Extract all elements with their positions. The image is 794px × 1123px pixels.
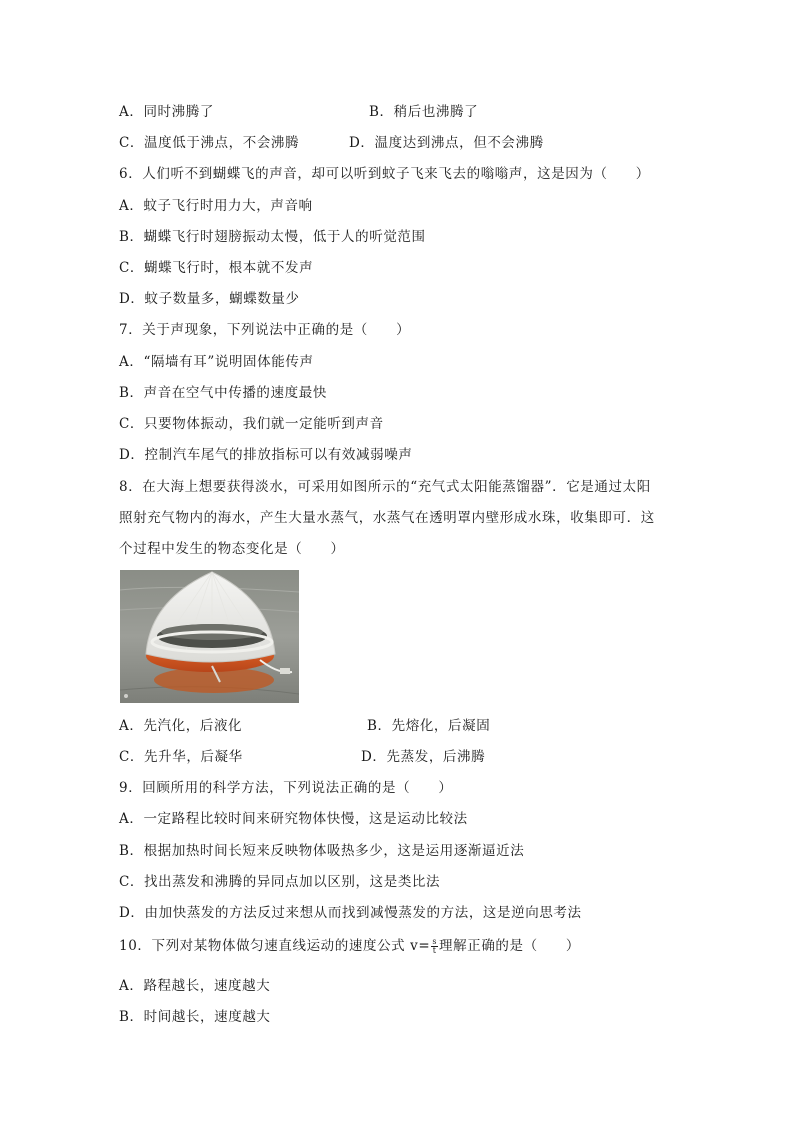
q8-stem-line3: 个过程中发生的物态变化是（ ） bbox=[119, 541, 345, 557]
q8-option-b: B．先熔化，后凝固 bbox=[367, 718, 491, 734]
fraction-denominator: t bbox=[432, 946, 437, 955]
velocity-fraction bbox=[431, 938, 438, 955]
q10-stem-after: 理解正确的是（ ） bbox=[439, 938, 581, 954]
q5-option-d: D．温度达到沸点，但不会沸腾 bbox=[349, 135, 544, 151]
q10-option-b: B．时间越长，速度越大 bbox=[119, 1009, 271, 1025]
q9-stem: 9．回顾所用的科学方法，下列说法正确的是（ ） bbox=[119, 780, 453, 796]
q9-option-c: C．找出蒸发和沸腾的异同点加以区别，这是类比法 bbox=[119, 874, 441, 890]
q8-stem-line2: 照射充气物内的海水，产生大量水蒸气，水蒸气在透明罩内壁形成水珠，收集即可．这 bbox=[119, 510, 655, 526]
q9-option-d: D．由加快蒸发的方法反过来想从而找到减慢蒸发的方法，这是逆向思考法 bbox=[119, 905, 582, 921]
q8-option-a: A．先汽化，后液化 bbox=[119, 718, 243, 734]
q8-option-d: D．先蒸发，后沸腾 bbox=[361, 749, 486, 765]
solar-still-photo bbox=[120, 570, 299, 703]
q10-stem bbox=[119, 938, 580, 955]
fraction-numerator: s bbox=[432, 937, 438, 946]
q5-option-b: B．稍后也沸腾了 bbox=[369, 104, 479, 120]
q7-option-a: A．“隔墙有耳”说明固体能传声 bbox=[119, 354, 314, 370]
q8-stem-line1: 8．在大海上想要获得淡水，可采用如图所示的“充气式太阳能蒸馏器”．它是通过太阳 bbox=[119, 479, 651, 495]
q7-option-b: B．声音在空气中传播的速度最快 bbox=[119, 385, 327, 401]
q6-option-b: B．蝴蝶飞行时翅膀振动太慢，低于人的听觉范围 bbox=[119, 229, 426, 245]
q6-stem: 6．人们听不到蝴蝶飞的声音，却可以听到蚊子飞来飞去的嗡嗡声，这是因为（ ） bbox=[119, 166, 650, 182]
q6-option-a: A．蚊子飞行时用力大，声音响 bbox=[119, 198, 313, 214]
q9-option-b: B．根据加热时间长短来反映物体吸热多少，这是运用逐渐逼近法 bbox=[119, 843, 525, 859]
q5-option-c: C．温度低于沸点，不会沸腾 bbox=[119, 135, 300, 151]
q5-option-a: A．同时沸腾了 bbox=[119, 104, 214, 120]
q6-option-d: D．蚊子数量多，蝴蝶数量少 bbox=[119, 291, 300, 307]
q7-option-c: C．只要物体振动，我们就一定能听到声音 bbox=[119, 416, 384, 432]
q6-option-c: C．蝴蝶飞行时，根本就不发声 bbox=[119, 260, 314, 276]
q8-option-c: C．先升华，后凝华 bbox=[119, 749, 243, 765]
q7-option-d: D．控制汽车尾气的排放指标可以有效减弱噪声 bbox=[119, 447, 413, 463]
q10-stem-before: 10．下列对某物体做匀速直线运动的速度公式 v= bbox=[119, 938, 431, 954]
q10-option-a: A．路程越长，速度越大 bbox=[119, 978, 271, 994]
q9-option-a: A．一定路程比较时间来研究物体快慢，这是运动比较法 bbox=[119, 811, 468, 827]
q7-stem: 7．关于声现象，下列说法中正确的是（ ） bbox=[119, 322, 411, 338]
